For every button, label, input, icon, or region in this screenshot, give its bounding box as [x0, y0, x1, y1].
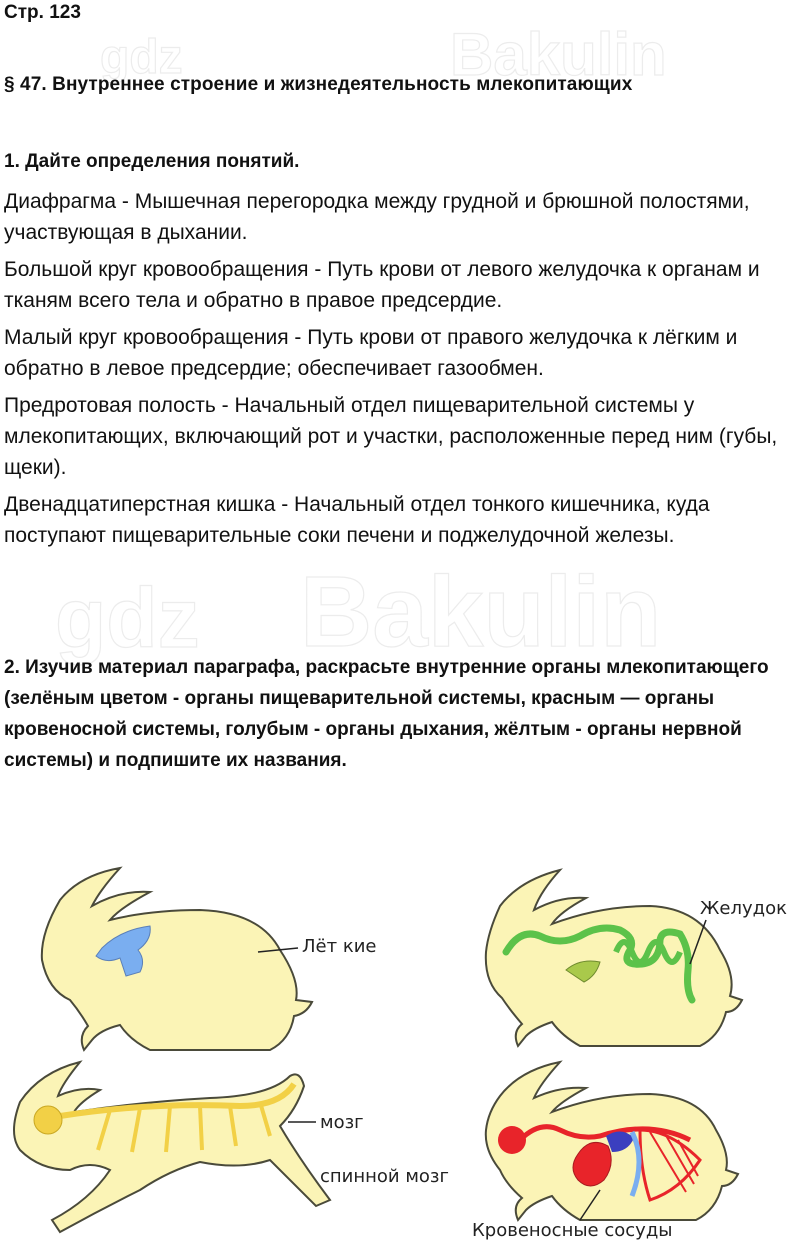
label-stomach: Желудок — [700, 898, 787, 919]
label-spinal-cord: спинной мозг — [320, 1166, 449, 1187]
label-blood-vessels: Кровеносные сосуды — [472, 1220, 673, 1241]
definition-systemic-circulation: Большой круг кровообращения - Путь крови от левого желудочка к органам и тканям всего тела и обратно в правое предсердие. — [4, 258, 760, 312]
rabbit-circulatory — [486, 1062, 738, 1220]
watermark-large-top: Bakulin — [450, 21, 667, 88]
rabbit-respiratory — [42, 868, 312, 1050]
watermark-small-mid: gdz — [55, 571, 200, 665]
rabbit-nervous — [14, 1062, 330, 1232]
definition-pulmonary-circulation: Малый круг кровообращения - Путь крови от правого желудочка к лёгким и обратно в левое предсердие; обеспечивает газообмен. — [4, 326, 738, 380]
task1-heading: 1. Дайте определения понятий. — [4, 151, 300, 172]
definitions-list — [4, 186, 794, 557]
task2-heading: 2. Изучив материал параграфа, раскрасьте внутренние органы млекопитающего (зелёным цветом - органы пищеварительной системы, красным — органы кровеносной системы, голубым - органы дыхания, жёлтым - органы нервной системы) и подпишите их названия. — [4, 657, 769, 771]
definition-duodenum: Двенадцатиперстная кишка - Начальный отдел тонкого кишечника, куда поступают пищеварительные соки печени и поджелудочной железы. — [4, 493, 710, 547]
label-lungs: Лёт кие — [302, 936, 377, 957]
label-brain: мозг — [320, 1112, 364, 1133]
brain-organ — [34, 1106, 62, 1134]
watermark-large-mid: Bakulin — [300, 556, 662, 668]
definition-oral-vestibule: Предротовая полость - Начальный отдел пищеварительной системы у млекопитающих, включающий рот и участки, расположенные перед ним (губы, щеки). — [4, 394, 778, 479]
rabbit-digestive — [486, 870, 742, 1046]
page-number: Стр. 123 — [4, 2, 81, 23]
section-title: § 47. Внутреннее строение и жизнедеятельность млекопитающих — [4, 74, 633, 95]
definition-diaphragm: Диафрагма - Мышечная перегородка между грудной и брюшной полостями, участвующая в дыхании. — [4, 190, 750, 244]
watermark-small-top: gdz — [100, 31, 183, 84]
rabbit-organs-figure — [0, 840, 800, 1260]
